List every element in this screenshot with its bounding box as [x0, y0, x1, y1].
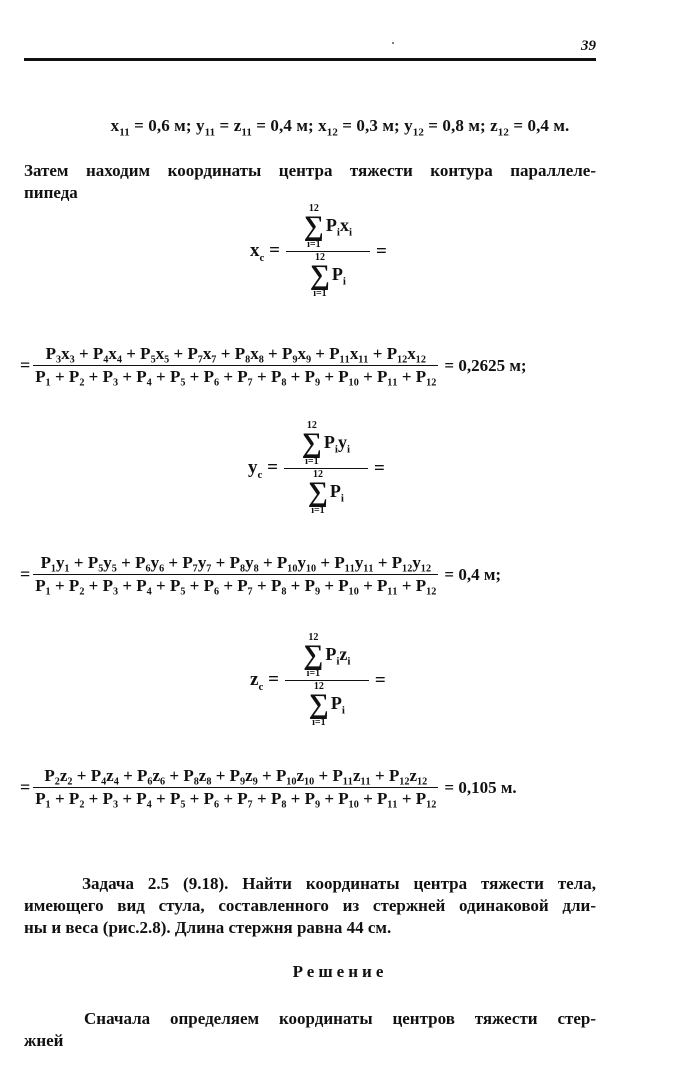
fraction-bar: [285, 680, 369, 681]
intro-line-1: Затем находим координаты центра тяжести контура параллеле-: [24, 161, 596, 180]
sum-term: $P_iz_i$: [325, 644, 351, 668]
intro-line-2: пипеда: [24, 183, 78, 202]
formula-zc-expanded: = $\frac{\text{P₂z₂ + P₄z₄ + P₆z₆ + P₈z₈ + P₉z₉ + P₁₀z₁₀ + P₁₁z₁₁ + P₁₂z₁₂}}{\text{P₁ + P₂ + P₃ + P₄ + P₅ + P₆ + P₇ + P₈ + P₉ + P₁₀ + P₁₁ + P₁₂}}$ = 0,105 м.: [20, 766, 517, 808]
sigma-fraction: [284, 421, 368, 516]
coord-x11: $x_{11} = 0,6$ м;: [110, 116, 196, 139]
expanded-fraction: [33, 766, 438, 809]
numerator: P₁y₁ + P₅y₅ + P₆y₆ + P₇y₇ + P₈y₈ + P₁₀y₁₀ + P₁₁y₁₁ + P₁₂y₁₂: [40, 553, 432, 572]
coord-y11: $y_{11}$ =: [195, 116, 234, 139]
coord-z11: $z_{11} = 0,4$ м;: [233, 116, 319, 139]
formula-yc-expanded: = $\frac{\text{P₁y₁ + P₅y₅ + P₆y₆ + P₇y₇ + P₈y₈ + P₁₀y₁₀ + P₁₁y₁₁ + P₁₂y₁₂}}{\text{P₁ + P₂ + P₃ + P₄ + P₅ + P₆ + P₇ + P₈ + P₉ + P₁₀ + P₁₁ + P₁₂}}$ = 0,4 м;: [20, 553, 502, 595]
task-line-1: Задача 2.5 (9.18). Найти координаты центра тяжести тела,: [82, 874, 596, 893]
lhs-xc: $x_c$ =: [250, 239, 280, 264]
formula-xc-expanded: = $\frac{\text{P₃x₃ + P₄x₄ + P₅x₅ + P₇x₇ + P₈x₈ + P₉x₉ + P₁₁x₁₁ + P₁₂x₁₂}}{\text{P₁ + P₂ + P₃ + P₄ + P₅ + P₆ + P₇ + P₈ + P₉ + P₁₀ + P₁₁ + P₁₂}}$ = 0,2625 м;: [20, 344, 527, 386]
solution-paragraph: [24, 1008, 596, 1052]
task-line-2: имеющего вид стула, составленного из стержней одинаковой дли-: [24, 896, 596, 915]
solution-line-1: Сначала определяем координаты центров тяжести стер-: [84, 1009, 596, 1028]
numerator: P₃x₃ + P₄x₄ + P₅x₅ + P₇x₇ + P₈x₈ + P₉x₉ + P₁₁x₁₁ + P₁₂x₁₂: [45, 344, 426, 363]
sigma-symbol: 12 ∑ i=1: [301, 420, 322, 467]
coord-x12: $x_{12} = 0,3$ м;: [318, 116, 405, 139]
fraction-bar: [284, 468, 368, 469]
solution-heading: Решение: [292, 962, 388, 981]
numerator: P₂z₂ + P₄z₄ + P₆z₆ + P₈z₈ + P₉z₉ + P₁₀z₁₀ + P₁₁z₁₁ + P₁₂z₁₂: [44, 766, 428, 785]
expanded-fraction: [33, 344, 438, 387]
task-paragraph: [24, 873, 596, 939]
sigma-fraction: [286, 204, 370, 299]
header-rule: [24, 58, 596, 61]
sigma-symbol: 12 ∑ i=1: [309, 252, 330, 299]
result-value: = 0,4 м;: [444, 564, 502, 584]
fraction-bar: [286, 251, 370, 252]
denominator: P₁ + P₂ + P₃ + P₄ + P₅ + P₆ + P₇ + P₈ + P₉ + P₁₀ + P₁₁ + P₁₂: [35, 367, 437, 386]
sigma-symbol: 12 ∑ i=1: [307, 469, 328, 516]
coord-z12: $z_{12} = 0,4$ м.: [490, 116, 570, 139]
denominator: P₁ + P₂ + P₃ + P₄ + P₅ + P₆ + P₇ + P₈ + P₉ + P₁₀ + P₁₁ + P₁₂: [35, 789, 437, 808]
page-number: 39: [581, 38, 596, 54]
result-value: = 0,2625 м;: [444, 355, 527, 375]
sum-term: $P_iy_i$: [323, 432, 351, 456]
lhs-yc: $y_c$ =: [248, 456, 278, 481]
intro-paragraph: [24, 160, 596, 204]
fraction-bar: [33, 574, 438, 575]
formula-xc-sigma: $x_c$ = 12 ∑ i=1 $P_ix_i$ 12 ∑ i=1 $P_i$ =: [250, 203, 387, 299]
sigma-symbol: 12 ∑ i=1: [303, 203, 324, 250]
coordinates-line: [0, 116, 680, 138]
lhs-zc: $z_c$ =: [250, 668, 279, 693]
task-line-3: ны и веса (рис.2.8). Длина стержня равна 44 см.: [24, 918, 392, 937]
fraction-bar: [33, 787, 438, 788]
expanded-fraction: [33, 553, 438, 596]
sum-term: $P_i$: [330, 693, 345, 717]
sigma-fraction: [285, 633, 369, 728]
sum-term: $P_ix_i$: [325, 215, 353, 239]
result-value: = 0,105 м.: [444, 777, 517, 797]
sum-term: $P_i$: [331, 264, 346, 288]
coord-y12: $y_{12} = 0,8$ м;: [404, 116, 491, 139]
solution-line-2: жней: [24, 1031, 64, 1050]
fraction-bar: [33, 365, 438, 366]
formula-yc-sigma: $y_c$ = 12 ∑ i=1 $P_iy_i$ 12 ∑ i=1 $P_i$ =: [248, 420, 385, 516]
sum-term: $P_i$: [329, 481, 344, 505]
denominator: P₁ + P₂ + P₃ + P₄ + P₅ + P₆ + P₇ + P₈ + P₉ + P₁₀ + P₁₁ + P₁₂: [35, 576, 437, 595]
sigma-symbol: 12 ∑ i=1: [303, 632, 324, 679]
sigma-symbol: 12 ∑ i=1: [308, 681, 329, 728]
formula-zc-sigma: $z_c$ = 12 ∑ i=1 $P_iz_i$ 12 ∑ i=1 $P_i$ =: [250, 632, 386, 728]
print-speck: [392, 42, 394, 44]
